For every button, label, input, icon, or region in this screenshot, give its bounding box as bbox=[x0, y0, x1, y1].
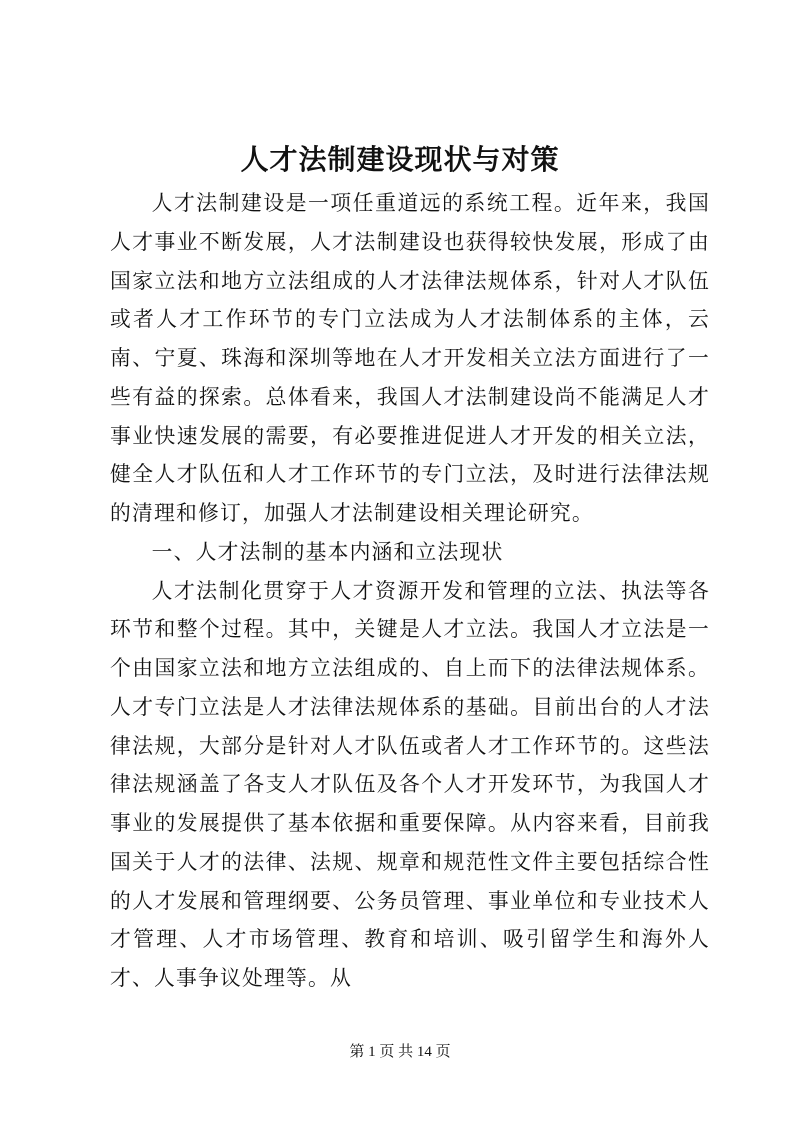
paragraph-intro: 人才法制建设是一项任重道远的系统工程。近年来，我国人才事业不断发展，人才法制建设也获得较快发展，形成了由国家立法和地方立法组成的人才法律法规体系，针对人才队伍或者人才工作环节的专门立法成为人才法制体系的主体，云南、宁夏、珠海和深圳等地在人才开发相关立法方面进行了一些有益的探索。总体看来，我国人才法制建设尚不能满足人才事业快速发展的需要，有必要推进促进人才开发的相关立法，健全人才队伍和人才工作环节的专门立法，及时进行法律法规的清理和修订，加强人才法制建设相关理论研究。 bbox=[110, 191, 710, 525]
page-footer: 第 1 页 共 14 页 bbox=[349, 1044, 451, 1060]
document-title: 人才法制建设现状与对策 bbox=[240, 143, 560, 176]
document-body bbox=[110, 184, 710, 998]
paragraph-section-1: 人才法制化贯穿于人才资源开发和管理的立法、执法等各环节和整个过程。其中，关键是人才立法。我国人才立法是一个由国家立法和地方立法组成的、自上而下的法律法规体系。人才专门立法是人才法律法规体系的基础。目前出台的人才法律法规，大部分是针对人才队伍或者人才工作环节的。这些法律法规涵盖了各支人才队伍及各个人才开发环节，为我国人才事业的发展提供了基本依据和重要保障。从内容来看，目前我国关于人才的法律、法规、规章和规范性文件主要包括综合性的人才发展和管理纲要、公务员管理、事业单位和专业技术人才管理、人才市场管理、教育和培训、吸引留学生和海外人才、人事争议处理等。从 bbox=[110, 578, 710, 990]
section-heading: 一、人才法制的基本内涵和立法现状 bbox=[151, 539, 504, 564]
